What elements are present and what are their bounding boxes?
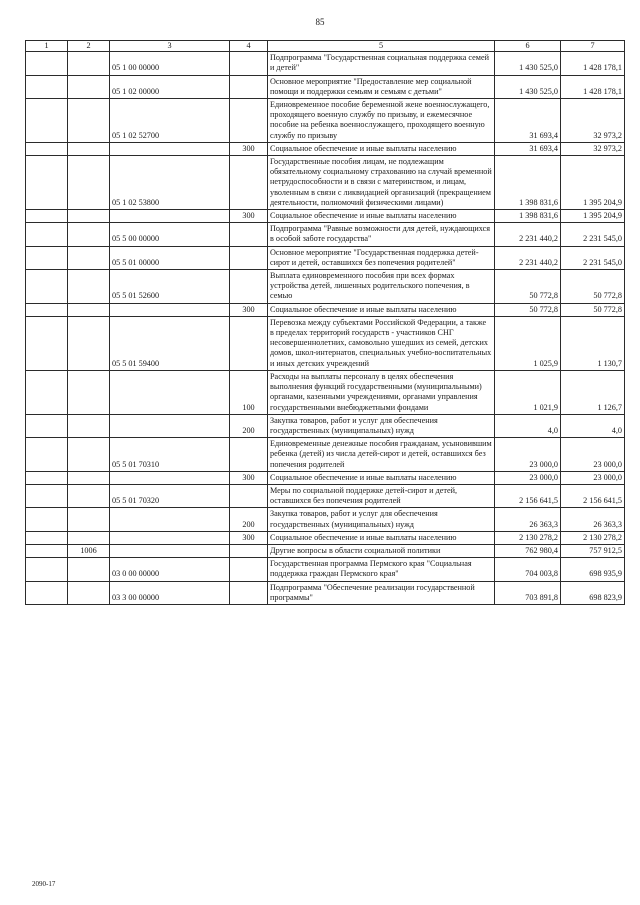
table-row [26,223,625,246]
item-name: Социальное обеспечение и иные выплаты населению [268,471,495,484]
item-name: Единовременные денежные пособия гражданам, усыновившим ребенка (детей) из числа детей-сирот и детей, оставшихся без попечения родителей [268,438,495,472]
header-cell: 1 [26,41,68,52]
subsection-cell [68,316,110,370]
table-row [26,303,625,316]
amount-year-1: 2 156 641,5 [495,484,561,507]
table-row [26,558,625,581]
amount-year-1: 1 430 525,0 [495,52,561,75]
expense-type-code [230,544,268,557]
expense-type-code: 300 [230,471,268,484]
target-article-code: 05 5 01 00000 [110,246,230,269]
amount-year-1: 1 430 525,0 [495,75,561,98]
amount-year-2: 2 231 545,0 [561,246,625,269]
section-cell [26,99,68,143]
expense-type-code [230,558,268,581]
table-row [26,246,625,269]
subsection-cell [68,581,110,604]
section-cell [26,581,68,604]
section-cell [26,471,68,484]
amount-year-1: 2 130 278,2 [495,531,561,544]
amount-year-2: 698 935,9 [561,558,625,581]
amount-year-2: 2 156 641,5 [561,484,625,507]
expense-type-code [230,99,268,143]
amount-year-2: 32 973,2 [561,99,625,143]
table-row [26,531,625,544]
item-name: Подпрограмма "Государственная социальная поддержка семей и детей" [268,52,495,75]
target-article-code [110,508,230,531]
expense-type-code: 100 [230,370,268,414]
amount-year-1: 703 891,8 [495,581,561,604]
amount-year-2: 1 395 204,9 [561,156,625,210]
item-name: Государственная программа Пермского края "Социальная поддержка граждан Пермского края" [268,558,495,581]
table-row [26,508,625,531]
amount-year-2: 1 428 178,1 [561,75,625,98]
table-header-row [26,41,625,52]
table-row [26,544,625,557]
section-cell [26,156,68,210]
subsection-cell [68,531,110,544]
target-article-code [110,303,230,316]
subsection-cell [68,99,110,143]
amount-year-1: 31 693,4 [495,142,561,155]
section-cell [26,558,68,581]
section-cell [26,438,68,472]
amount-year-1: 1 398 831,6 [495,156,561,210]
table-row [26,142,625,155]
table-row [26,370,625,414]
expense-type-code [230,246,268,269]
table-row [26,52,625,75]
subsection-cell [68,52,110,75]
subsection-cell [68,484,110,507]
item-name: Социальное обеспечение и иные выплаты населению [268,210,495,223]
section-cell [26,544,68,557]
target-article-code [110,142,230,155]
expense-type-code [230,484,268,507]
item-name: Основное мероприятие "Государственная поддержка детей-сирот и детей, оставшихся без попечения родителей" [268,246,495,269]
amount-year-2: 1 395 204,9 [561,210,625,223]
target-article-code [110,471,230,484]
amount-year-1: 762 980,4 [495,544,561,557]
target-article-code: 05 5 01 70310 [110,438,230,472]
item-name: Закупка товаров, работ и услуг для обеспечения государственных (муниципальных) нужд [268,414,495,437]
subsection-cell [68,210,110,223]
expense-type-code [230,316,268,370]
section-cell [26,270,68,304]
expense-type-code [230,223,268,246]
subsection-cell: 1006 [68,544,110,557]
amount-year-2: 2 130 278,2 [561,531,625,544]
table-row [26,210,625,223]
amount-year-1: 50 772,8 [495,270,561,304]
amount-year-2: 4,0 [561,414,625,437]
amount-year-2: 23 000,0 [561,438,625,472]
amount-year-1: 2 231 440,2 [495,246,561,269]
item-name: Государственные пособия лицам, не подлежащим обязательному социальному страхованию на случай временной нетрудоспособности и в связи с материнством, и лицам, уволенным в связи с ликвидацией организаций (прекращением деятельности, полномочий физическими лицами) [268,156,495,210]
table-body [26,52,625,605]
subsection-cell [68,471,110,484]
item-name: Выплата единовременного пособия при всех формах устройства детей, лишенных родительского попечения, в семью [268,270,495,304]
amount-year-1: 23 000,0 [495,471,561,484]
expense-type-code [230,52,268,75]
amount-year-2: 757 912,5 [561,544,625,557]
target-article-code: 05 5 01 59400 [110,316,230,370]
table-row [26,99,625,143]
subsection-cell [68,558,110,581]
header-cell: 2 [68,41,110,52]
target-article-code: 05 1 02 53800 [110,156,230,210]
amount-year-1: 1 398 831,6 [495,210,561,223]
section-cell [26,370,68,414]
target-article-code: 03 0 00 00000 [110,558,230,581]
target-article-code [110,414,230,437]
item-name: Подпрограмма "Обеспечение реализации государственной программы" [268,581,495,604]
target-article-code: 05 1 02 00000 [110,75,230,98]
header-cell: 6 [495,41,561,52]
target-article-code: 05 5 00 00000 [110,223,230,246]
table-row [26,581,625,604]
section-cell [26,303,68,316]
subsection-cell [68,370,110,414]
section-cell [26,508,68,531]
amount-year-1: 23 000,0 [495,438,561,472]
table-row [26,156,625,210]
subsection-cell [68,303,110,316]
subsection-cell [68,223,110,246]
expense-type-code: 200 [230,508,268,531]
item-name: Другие вопросы в области социальной политики [268,544,495,557]
target-article-code: 05 1 02 52700 [110,99,230,143]
amount-year-1: 50 772,8 [495,303,561,316]
table-row [26,484,625,507]
header-cell: 3 [110,41,230,52]
section-cell [26,142,68,155]
amount-year-2: 2 231 545,0 [561,223,625,246]
amount-year-2: 1 126,7 [561,370,625,414]
table-row [26,414,625,437]
target-article-code [110,544,230,557]
table-row [26,471,625,484]
subsection-cell [68,75,110,98]
section-cell [26,484,68,507]
amount-year-2: 50 772,8 [561,270,625,304]
amount-year-2: 698 823,9 [561,581,625,604]
expense-type-code: 200 [230,414,268,437]
expense-type-code [230,581,268,604]
target-article-code: 03 3 00 00000 [110,581,230,604]
target-article-code: 05 5 01 70320 [110,484,230,507]
table-row [26,270,625,304]
table-row [26,438,625,472]
target-article-code: 05 1 00 00000 [110,52,230,75]
section-cell [26,210,68,223]
expense-type-code: 300 [230,210,268,223]
expense-type-code: 300 [230,531,268,544]
amount-year-1: 2 231 440,2 [495,223,561,246]
header-cell: 5 [268,41,495,52]
amount-year-1: 704 003,8 [495,558,561,581]
amount-year-2: 26 363,3 [561,508,625,531]
amount-year-1: 31 693,4 [495,99,561,143]
expense-type-code [230,270,268,304]
amount-year-1: 4,0 [495,414,561,437]
section-cell [26,414,68,437]
section-cell [26,531,68,544]
subsection-cell [68,142,110,155]
amount-year-2: 23 000,0 [561,471,625,484]
item-name: Перевозка между субъектами Российской Федерации, а также в пределах территорий государств - участников СНГ несовершеннолетних, самовольно ушедших из семей, детских домов, школ-интернатов, специальных учебно-воспитательных и иных детских учреждений [268,316,495,370]
target-article-code [110,210,230,223]
subsection-cell [68,246,110,269]
item-name: Социальное обеспечение и иные выплаты населению [268,303,495,316]
item-name: Социальное обеспечение и иные выплаты населению [268,531,495,544]
section-cell [26,246,68,269]
item-name: Основное мероприятие "Предоставление мер социальной помощи и поддержки семьям и семьям с детьми" [268,75,495,98]
item-name: Единовременное пособие беременной жене военнослужащего, проходящего военную службу по призыву, и ежемесячное пособие на ребенка военнослужащего, проходящего военную службу по призыву [268,99,495,143]
amount-year-2: 1 428 178,1 [561,52,625,75]
section-cell [26,223,68,246]
expense-type-code: 300 [230,142,268,155]
expense-type-code: 300 [230,303,268,316]
amount-year-2: 1 130,7 [561,316,625,370]
expense-type-code [230,438,268,472]
subsection-cell [68,414,110,437]
target-article-code [110,370,230,414]
item-name: Меры по социальной поддержке детей-сирот и детей, оставшихся без попечения родителей [268,484,495,507]
item-name: Закупка товаров, работ и услуг для обеспечения государственных (муниципальных) нужд [268,508,495,531]
page-number: 85 [315,17,325,27]
amount-year-1: 26 363,3 [495,508,561,531]
amount-year-2: 32 973,2 [561,142,625,155]
target-article-code [110,531,230,544]
header-cell: 7 [561,41,625,52]
item-name: Социальное обеспечение и иные выплаты населению [268,142,495,155]
budget-table [25,40,625,605]
subsection-cell [68,438,110,472]
subsection-cell [68,156,110,210]
expense-type-code [230,75,268,98]
table-row [26,75,625,98]
header-cell: 4 [230,41,268,52]
target-article-code: 05 5 01 52600 [110,270,230,304]
subsection-cell [68,270,110,304]
section-cell [26,75,68,98]
amount-year-1: 1 025,9 [495,316,561,370]
item-name: Подпрограмма "Равные возможности для детей, нуждающихся в особой заботе государства" [268,223,495,246]
amount-year-2: 50 772,8 [561,303,625,316]
footer-code: 2090-17 [32,880,56,888]
subsection-cell [68,508,110,531]
section-cell [26,316,68,370]
section-cell [26,52,68,75]
item-name: Расходы на выплаты персоналу в целях обеспечения выполнения функций государственными (муниципальными) органами, казенными учреждениями, органами управления государственными внебюджетными фондами [268,370,495,414]
expense-type-code [230,156,268,210]
amount-year-1: 1 021,9 [495,370,561,414]
table-row [26,316,625,370]
